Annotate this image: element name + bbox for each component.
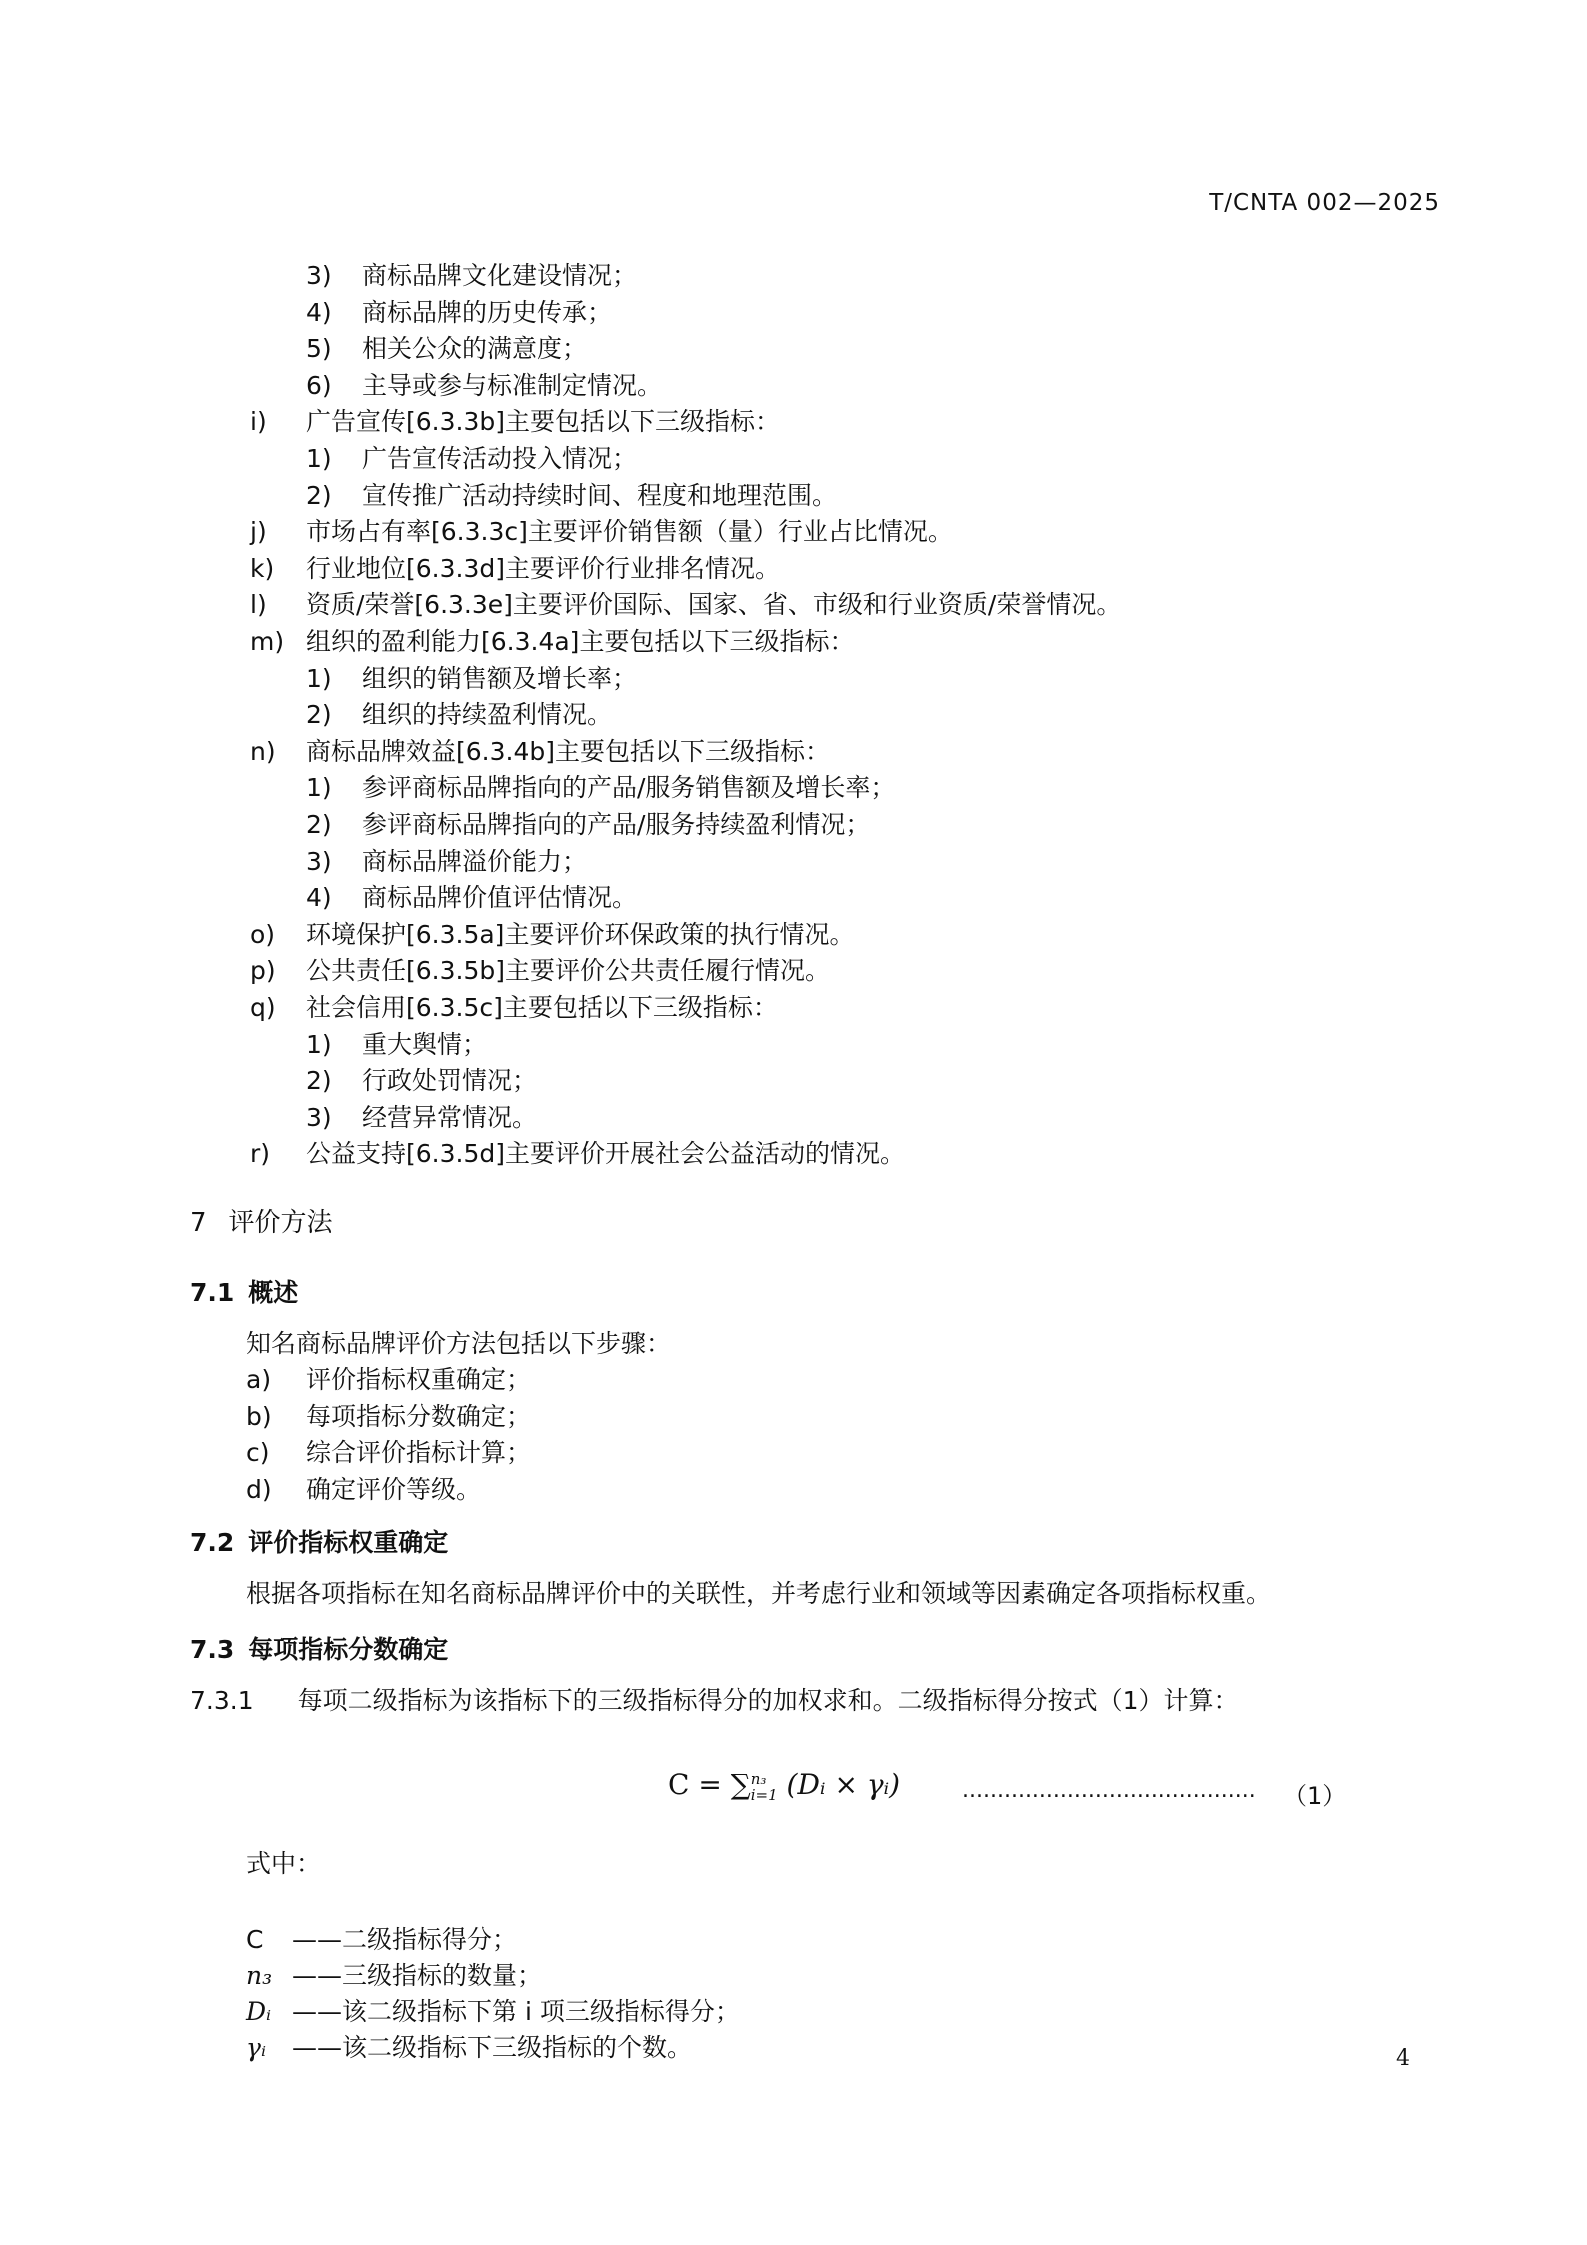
sub-list-item (306, 441, 637, 477)
list-text: 行政处罚情况； (362, 1066, 538, 1096)
step-item (246, 1399, 531, 1435)
sub-list-item (306, 1027, 487, 1063)
sub-list-item (306, 770, 895, 806)
list-text: 确定评价等级。 (306, 1474, 482, 1504)
list-marker: 4) (306, 297, 332, 327)
sub-list-item (306, 295, 612, 331)
sub-list-item (306, 478, 837, 514)
section-number: 7.1 (190, 1278, 235, 1307)
section-number: 7.3 (190, 1635, 235, 1664)
section-7-1-intro: 知名商标品牌评价方法包括以下步骤： (246, 1329, 672, 1358)
step-item (246, 1362, 531, 1398)
list-marker: a) (246, 1365, 272, 1394)
list-text: 组织的盈利能力[6.3.4a]主要包括以下三级指标： (306, 627, 855, 656)
list-text: 参评商标品牌指向的产品/服务持续盈利情况； (362, 810, 871, 839)
list-text: 公共责任[6.3.5b]主要评价公共责任履行情况。 (306, 956, 830, 986)
list-item (250, 1136, 905, 1172)
list-marker: m) (250, 627, 285, 656)
sub-list-item (306, 697, 612, 733)
definition-text: ——该二级指标下第 i 项三级指标得分； (292, 1997, 740, 2026)
list-marker: i) (250, 407, 267, 437)
list-marker: 2) (306, 700, 332, 730)
section-7-2-heading (190, 1525, 448, 1561)
sub-list-item (306, 844, 587, 880)
list-text: 组织的持续盈利情况。 (362, 700, 613, 730)
list-text: 商标品牌文化建设情况； (362, 261, 638, 290)
page-number: 4 (1396, 2046, 1410, 2071)
list-text: 主导或参与标准制定情况。 (362, 370, 663, 400)
list-marker: l) (250, 590, 267, 620)
formula-lhs: C (668, 1768, 690, 1801)
list-text: 宣传推广活动持续时间、程度和地理范围。 (362, 480, 838, 510)
list-marker: p) (250, 956, 276, 986)
list-item (250, 734, 830, 770)
section-7-heading (190, 1205, 333, 1241)
list-marker: 1) (306, 773, 332, 803)
list-marker: 3) (306, 846, 332, 876)
list-item (250, 514, 953, 550)
list-marker: 6) (306, 370, 332, 400)
list-marker: q) (250, 993, 276, 1022)
list-text: 综合评价指标计算； (306, 1438, 532, 1468)
list-text: 经营异常情况。 (362, 1102, 538, 1132)
list-text: 广告宣传[6.3.3b]主要包括以下三级指标： (306, 407, 780, 437)
clause-number: 7.3.1 (190, 1686, 254, 1715)
list-text: 资质/荣誉[6.3.3e]主要评价国际、国家、省、市级和行业资质/荣誉情况。 (306, 590, 1122, 620)
definition-row (246, 1994, 740, 2030)
sub-list-item (306, 1063, 537, 1099)
list-marker: 1) (306, 444, 332, 473)
list-marker: 2) (306, 810, 332, 839)
list-text: 商标品牌效益[6.3.4b]主要包括以下三级指标： (306, 736, 830, 766)
list-item (250, 917, 854, 953)
definition-text: ——三级指标的数量； (292, 1961, 543, 1990)
list-text: 商标品牌溢价能力； (362, 846, 588, 876)
section-7-2-body: 根据各项指标在知名商标品牌评价中的关联性，并考虑行业和领域等因素确定各项指标权重。 (246, 1579, 1272, 1608)
list-text: 组织的销售额及增长率； (362, 663, 638, 693)
list-text: 行业地位[6.3.3d]主要评价行业排名情况。 (306, 553, 780, 583)
step-item (246, 1472, 481, 1508)
definition-text: ——该二级指标下三级指标的个数。 (292, 2033, 693, 2062)
list-text: 每项指标分数确定； (306, 1401, 532, 1431)
section-title: 评价指标权重确定 (248, 1528, 449, 1557)
definition-symbol: n₃ (246, 1961, 273, 1990)
formula-1 (668, 1768, 900, 1803)
sub-list-item (306, 1100, 537, 1136)
list-marker: 4) (306, 883, 332, 913)
sum-lower-limit: i=1 (750, 1785, 778, 1804)
list-text: 环境保护[6.3.5a]主要评价环保政策的执行情况。 (306, 919, 855, 949)
list-text: 相关公众的满意度； (362, 334, 588, 364)
definition-symbol: Dᵢ (246, 1997, 272, 2026)
section-number: 7 (190, 1208, 207, 1238)
section-title: 每项指标分数确定 (248, 1635, 449, 1664)
list-marker: r) (250, 1139, 271, 1169)
list-marker: j) (250, 517, 267, 547)
list-marker: c) (246, 1438, 270, 1468)
sum-symbol: ∑ (730, 1768, 751, 1801)
section-title: 概述 (248, 1278, 299, 1307)
formula-body: (Dᵢ × γᵢ) (786, 1768, 901, 1801)
where-label: 式中： (246, 1849, 322, 1878)
list-text: 商标品牌价值评估情况。 (362, 883, 638, 913)
section-7-1-heading (190, 1275, 298, 1311)
section-title: 评价方法 (228, 1208, 333, 1238)
list-marker: k) (250, 553, 275, 583)
step-item (246, 1435, 531, 1471)
list-marker: o) (250, 919, 276, 949)
sub-list-item (306, 661, 637, 697)
sum-upper-limit: n₃ (750, 1769, 767, 1788)
definition-symbol: γᵢ (246, 2033, 266, 2062)
list-item (250, 953, 830, 989)
sub-list-item (306, 807, 870, 843)
section-7-3-heading (190, 1632, 448, 1668)
list-text: 重大舆情； (362, 1029, 488, 1059)
list-marker: 2) (306, 480, 332, 510)
list-marker: 2) (306, 1066, 332, 1096)
list-marker: 1) (306, 1029, 332, 1059)
sub-list-item (306, 368, 662, 404)
formula-equals: = (698, 1768, 722, 1801)
list-marker: 1) (306, 663, 332, 693)
definition-symbol: C (246, 1925, 264, 1954)
document-code-header: T/CNTA 002—2025 (1209, 190, 1440, 216)
definition-row (246, 2030, 692, 2066)
list-marker: 3) (306, 261, 332, 290)
formula-leader-dots: .......................................... (962, 1778, 1256, 1803)
section-number: 7.2 (190, 1528, 235, 1557)
list-marker: d) (246, 1474, 272, 1504)
list-text: 广告宣传活动投入情况； (362, 444, 638, 473)
list-text: 市场占有率[6.3.3c]主要评价销售额（量）行业占比情况。 (306, 517, 953, 547)
list-item (250, 404, 780, 440)
list-marker: n) (250, 736, 276, 766)
list-text: 公益支持[6.3.5d]主要评价开展社会公益活动的情况。 (306, 1139, 905, 1169)
section-7-3-1 (190, 1683, 1239, 1719)
list-item (250, 551, 780, 587)
list-item (250, 587, 1121, 623)
list-text: 社会信用[6.3.5c]主要包括以下三级指标： (306, 993, 778, 1022)
list-text: 评价指标权重确定； (306, 1365, 532, 1394)
sub-list-item (306, 331, 587, 367)
sub-list-item (306, 258, 637, 294)
list-item (250, 990, 778, 1026)
list-text: 商标品牌的历史传承； (362, 297, 613, 327)
formula-number: （1） (1283, 1782, 1347, 1810)
sub-list-item (306, 880, 637, 916)
clause-text: 每项二级指标为该指标下的三级指标得分的加权求和。二级指标得分按式（1）计算： (297, 1686, 1239, 1715)
list-item (250, 624, 854, 660)
list-marker: 5) (306, 334, 332, 364)
definition-row (246, 1958, 542, 1994)
definition-row (246, 1922, 517, 1958)
list-marker: b) (246, 1401, 272, 1431)
list-text: 参评商标品牌指向的产品/服务销售额及增长率； (362, 773, 896, 803)
definition-text: ——二级指标得分； (292, 1925, 518, 1954)
list-marker: 3) (306, 1102, 332, 1132)
